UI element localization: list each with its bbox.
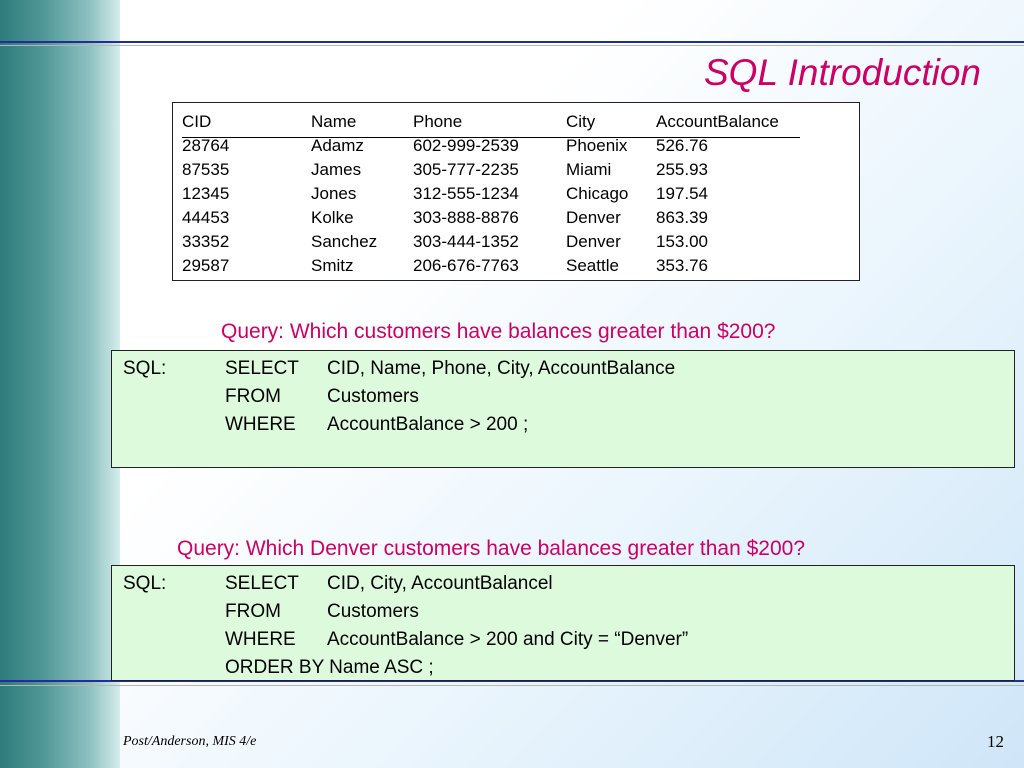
top-rule	[0, 41, 1024, 43]
cell-name: Sanchez	[311, 232, 378, 251]
cell-balance: 353.76	[656, 256, 708, 275]
cell-phone: 303-888-8876	[413, 208, 519, 227]
cell-city: Denver	[566, 232, 621, 251]
sql-box-query2	[111, 565, 1015, 681]
query1-question: Query: Which customers have balances greater than $200?	[221, 320, 776, 343]
cell-cid: 28764	[182, 136, 230, 155]
sql-keyword: FROM	[225, 601, 281, 622]
cell-name: Kolke	[311, 208, 354, 227]
header-name: Name	[311, 112, 357, 131]
customers-table	[172, 102, 860, 281]
header-phone: Phone	[413, 112, 463, 131]
sql-keyword: SELECT	[225, 358, 299, 379]
cell-balance: 255.93	[656, 160, 708, 179]
cell-name: James	[311, 160, 362, 179]
sql-clause: AccountBalance > 200 ;	[327, 414, 529, 435]
table-header-row	[182, 112, 800, 138]
cell-city: Chicago	[566, 184, 629, 203]
teal-sidebar	[0, 0, 120, 768]
cell-cid: 33352	[182, 232, 230, 251]
cell-balance: 863.39	[656, 208, 708, 227]
cell-balance: 526.76	[656, 136, 708, 155]
query2-question: Query: Which Denver customers have balances greater than $200?	[177, 537, 806, 560]
header-cid: CID	[182, 112, 212, 131]
sql-box-query1	[111, 350, 1015, 468]
cell-name: Jones	[311, 184, 357, 203]
cell-cid: 29587	[182, 256, 230, 275]
cell-phone: 312-555-1234	[413, 184, 519, 203]
cell-city: Denver	[566, 208, 621, 227]
header-city: City	[566, 112, 596, 131]
top-rule-thin	[0, 45, 1024, 46]
sql-keyword: WHERE	[225, 629, 296, 650]
sql-label: SQL:	[123, 573, 167, 594]
sql-clause: CID, City, AccountBalancel	[327, 573, 553, 594]
cell-cid: 12345	[182, 184, 230, 203]
sql-keyword: SELECT	[225, 573, 299, 594]
sql-keyword: ORDER BY Name ASC ;	[225, 657, 434, 678]
footer-credit: Post/Anderson, MIS 4/e	[123, 734, 257, 749]
sql-keyword: FROM	[225, 386, 281, 407]
sql-clause: CID, Name, Phone, City, AccountBalance	[327, 358, 676, 379]
cell-city: Miami	[566, 160, 612, 179]
cell-name: Adamz	[311, 136, 364, 155]
cell-city: Seattle	[566, 256, 619, 275]
sql-clause: Customers	[327, 601, 419, 622]
cell-balance: 197.54	[656, 184, 708, 203]
cell-name: Smitz	[311, 256, 354, 275]
bottom-rule-thin	[0, 685, 1024, 686]
cell-cid: 44453	[182, 208, 230, 227]
sql-clause: AccountBalance > 200 and City = “Denver”	[327, 629, 689, 650]
cell-balance: 153.00	[656, 232, 708, 251]
cell-phone: 602-999-2539	[413, 136, 519, 155]
slide-title: SQL Introduction	[704, 52, 981, 93]
sql-clause: Customers	[327, 386, 419, 407]
cell-phone: 303-444-1352	[413, 232, 519, 251]
page-number: 12	[987, 732, 1004, 751]
sql-label: SQL:	[123, 358, 167, 379]
cell-city: Phoenix	[566, 136, 628, 155]
cell-cid: 87535	[182, 160, 230, 179]
header-accountbalance: AccountBalance	[656, 112, 779, 131]
cell-phone: 206-676-7763	[413, 256, 519, 275]
sql-keyword: WHERE	[225, 414, 296, 435]
cell-phone: 305-777-2235	[413, 160, 519, 179]
